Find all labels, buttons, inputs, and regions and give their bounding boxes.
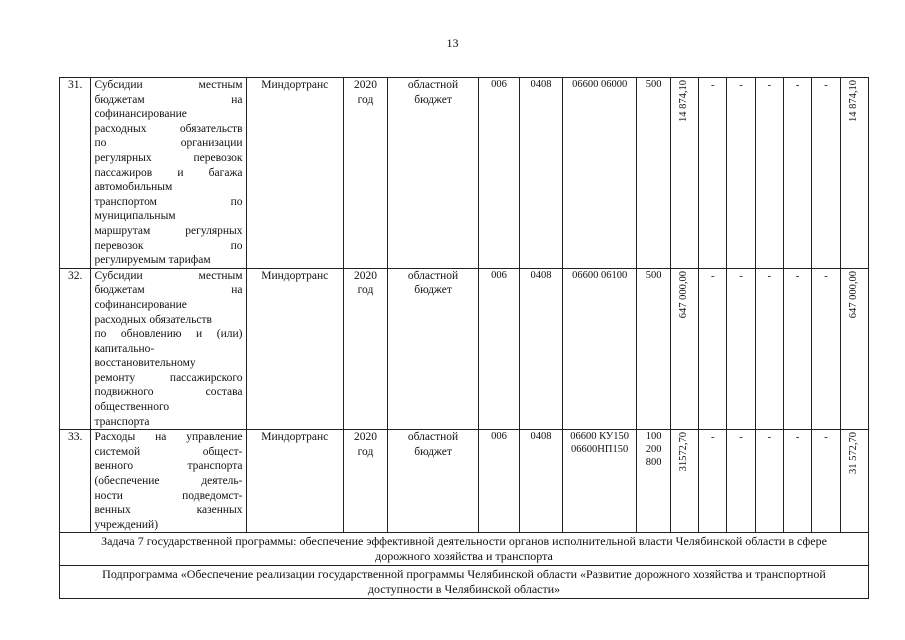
subprogram-heading xyxy=(60,566,869,599)
grbs-code: 006 xyxy=(479,78,520,269)
target-article-line: 06600 КУ150 xyxy=(570,431,630,443)
desc-line: автомобильным xyxy=(94,181,173,194)
desc-line: по организации xyxy=(94,137,243,150)
year-line: год xyxy=(357,445,374,458)
task-heading-line: Задача 7 государственной программы: обеспечение эффективной деятельности органов исполнительной власти Челябинской области в сфере xyxy=(101,534,827,549)
empty-value: - xyxy=(755,78,783,269)
source-line: областной xyxy=(407,79,459,91)
empty-value: - xyxy=(755,430,783,533)
year xyxy=(343,430,387,533)
total-value: 647 000,00 xyxy=(847,270,859,318)
target-article-line: 06600НП150 xyxy=(571,444,629,456)
expense-type xyxy=(637,430,671,533)
desc-line: пассажиров и багажа xyxy=(94,166,243,179)
executor: Миндортранс xyxy=(246,78,343,269)
expense-type-line: 200 xyxy=(645,444,662,456)
measure-description xyxy=(91,430,246,533)
expense-type: 500 xyxy=(637,78,671,269)
funding-source xyxy=(387,78,478,269)
task-heading xyxy=(60,533,869,566)
empty-value: - xyxy=(699,78,727,269)
desc-line: Расходы на управление xyxy=(94,431,243,444)
task-heading-line: дорожного хозяйства и транспорта xyxy=(375,549,553,564)
amount-value: 14 874,10 xyxy=(678,80,690,122)
desc-line: софинансирование xyxy=(94,298,187,311)
desc-line: системой общест- xyxy=(94,445,243,458)
desc-line: по обновлению и (или) xyxy=(94,328,243,341)
year xyxy=(343,268,387,430)
desc-line: восстановительному xyxy=(94,357,196,370)
total-value: 31 572,70 xyxy=(847,432,859,475)
executor: Миндортранс xyxy=(246,430,343,533)
empty-value: - xyxy=(783,430,811,533)
subprogram-heading-line: Подпрограмма «Обеспечение реализации государственной программы Челябинской области «Развитие дорожного хозяйства и транспортной xyxy=(102,567,826,582)
empty-value: - xyxy=(727,78,755,269)
grbs-code: 006 xyxy=(479,430,520,533)
empty-value: - xyxy=(783,268,811,430)
desc-line: Субсидии местным xyxy=(94,79,243,91)
row-number: 32. xyxy=(60,268,91,430)
source-line: областной xyxy=(407,269,459,282)
table-row xyxy=(60,78,869,269)
desc-line: бюджетам на xyxy=(94,93,243,106)
desc-line: регулируемым тарифам xyxy=(94,254,211,267)
desc-line: ремонту пассажирского xyxy=(94,371,243,384)
measure-description xyxy=(91,268,246,430)
total-cell xyxy=(840,78,868,269)
empty-value: - xyxy=(812,78,840,269)
subprogram-row xyxy=(60,566,869,599)
year-line: год xyxy=(357,93,374,106)
section-code: 0408 xyxy=(519,430,562,533)
year xyxy=(343,78,387,269)
empty-value: - xyxy=(783,78,811,269)
desc-line: транспортом по xyxy=(94,195,243,208)
table-row xyxy=(60,430,869,533)
expense-type: 500 xyxy=(637,268,671,430)
grbs-code: 006 xyxy=(479,268,520,430)
total-cell xyxy=(840,430,868,533)
task-row xyxy=(60,533,869,566)
desc-line: бюджетам на xyxy=(94,284,243,297)
total-cell xyxy=(840,268,868,430)
empty-value: - xyxy=(727,268,755,430)
year-line: 2020 xyxy=(353,431,377,444)
desc-line: учреждений) xyxy=(94,518,159,531)
desc-line: расходных обязательств xyxy=(94,122,243,135)
desc-line: перевозок по xyxy=(94,239,243,252)
page-number: 13 xyxy=(446,36,459,50)
target-article: 06600 06000 xyxy=(562,78,636,269)
subprogram-heading-line: доступности в Челябинской области» xyxy=(367,582,561,597)
amount-cell xyxy=(670,78,698,269)
amount-cell xyxy=(670,430,698,533)
row-number: 33. xyxy=(60,430,91,533)
source-line: бюджет xyxy=(414,93,452,106)
funding-source xyxy=(387,268,478,430)
year-line: 2020 xyxy=(353,79,377,91)
desc-line: общественного xyxy=(94,401,170,414)
source-line: бюджет xyxy=(414,445,452,458)
desc-line: расходных обязательств xyxy=(94,313,212,326)
measure-description xyxy=(91,78,246,269)
desc-line: капитально- xyxy=(94,342,155,355)
source-line: областной xyxy=(407,431,459,444)
target-article xyxy=(562,430,636,533)
desc-line: венного транспорта xyxy=(94,460,243,473)
year-line: год xyxy=(357,284,374,297)
desc-line: маршрутам регулярных xyxy=(94,224,243,237)
year-line: 2020 xyxy=(353,269,377,282)
target-article: 06600 06100 xyxy=(562,268,636,430)
empty-value: - xyxy=(699,430,727,533)
empty-value: - xyxy=(755,268,783,430)
total-value: 14 874,10 xyxy=(847,80,859,122)
table-row xyxy=(60,268,869,430)
desc-line: софинансирование xyxy=(94,108,187,121)
expense-type-line: 100 xyxy=(645,431,662,443)
desc-line: (обеспечение деятель- xyxy=(94,475,243,488)
desc-line: Субсидии местным xyxy=(94,269,243,282)
empty-value: - xyxy=(699,268,727,430)
desc-line: подвижного состава xyxy=(94,386,243,399)
desc-line: муниципальным xyxy=(94,210,176,223)
budget-table xyxy=(59,77,869,599)
desc-line: венных казенных xyxy=(94,504,243,517)
empty-value: - xyxy=(812,268,840,430)
expense-type-line: 800 xyxy=(645,457,662,469)
desc-line: транспорта xyxy=(94,415,150,428)
source-line: бюджет xyxy=(414,284,452,297)
empty-value: - xyxy=(812,430,840,533)
section-code: 0408 xyxy=(519,268,562,430)
funding-source xyxy=(387,430,478,533)
desc-line: ности подведомст- xyxy=(94,489,243,502)
desc-line: регулярных перевозок xyxy=(94,151,243,164)
executor: Миндортранс xyxy=(246,268,343,430)
row-number: 31. xyxy=(60,78,91,269)
empty-value: - xyxy=(727,430,755,533)
amount-value: 647 000,00 xyxy=(678,270,690,318)
amount-value: 31572,70 xyxy=(678,432,690,472)
section-code: 0408 xyxy=(519,78,562,269)
amount-cell xyxy=(670,268,698,430)
